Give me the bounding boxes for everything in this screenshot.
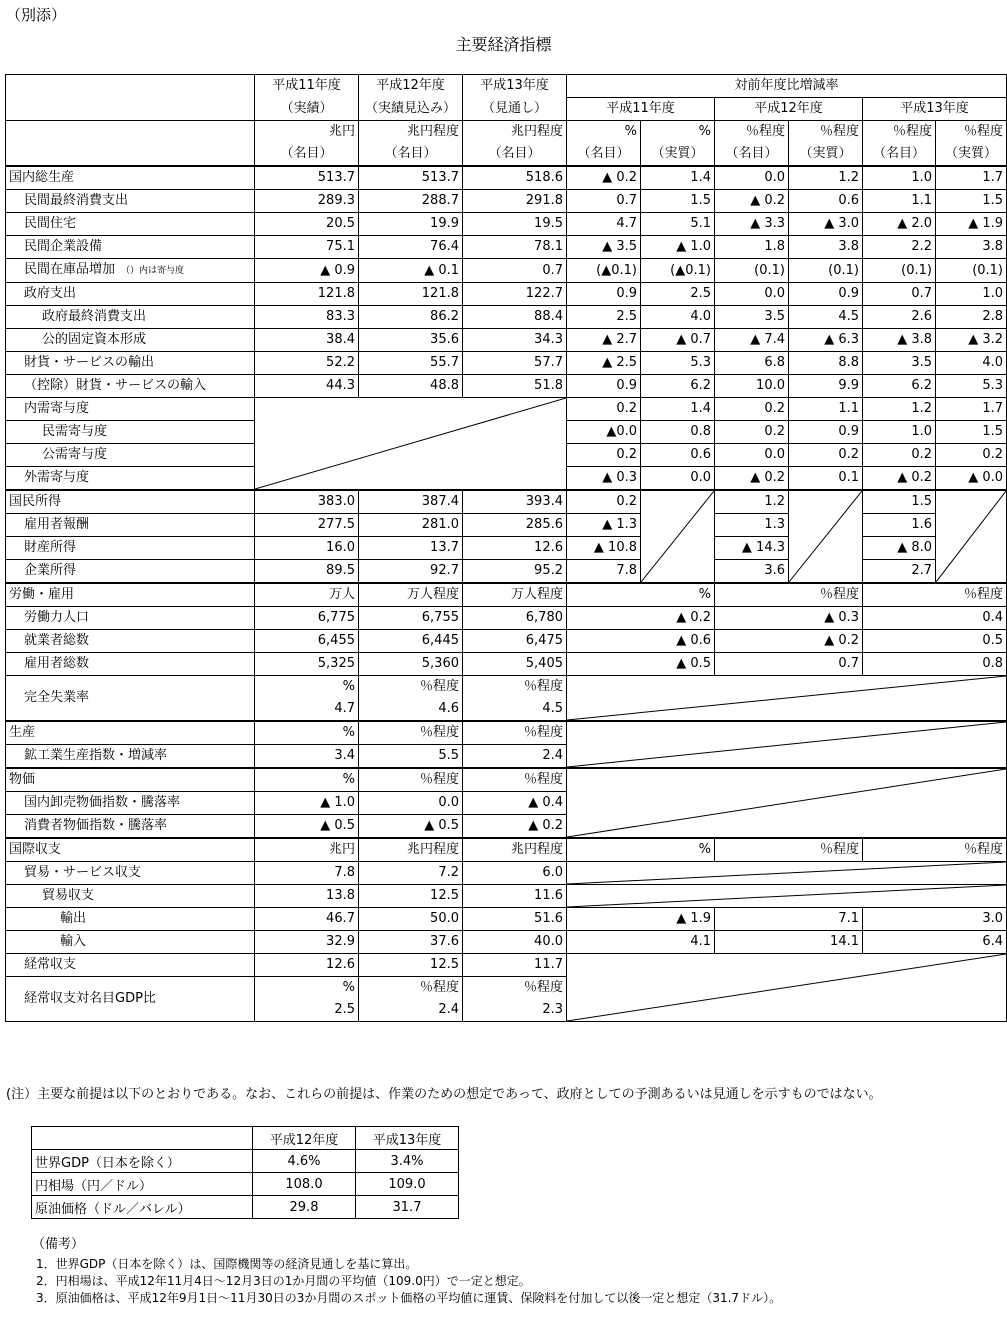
table-row: 雇用者報酬 277.5 281.0 285.6 ▲ 1.3 1.3 1.6 — [6, 514, 1007, 537]
list-item: 2．円相場は、平成12年11月4日～12月3日の1か月間の平均値（109.0円）で一定と想定。 — [36, 1274, 531, 1288]
footnote: (注）主要な前提は以下のとおりである。なお、これらの前提は、作業のための想定であって、政府としての予測あるいは見通しを示すものではない。 — [6, 1087, 882, 1102]
table-row: 国内卸売物価指数・騰落率 ▲ 1.0 0.0 ▲ 0.4 — [6, 792, 1007, 815]
table-row: 世界GDP（日本を除く） 4.6% 3.4% — [32, 1150, 459, 1173]
table-row: 物価 % ％程度 ％程度 — [6, 768, 1007, 792]
table-row: 民間最終消費支出 289.3 288.7 291.8 0.7 1.5 ▲ 0.2 0.6 1.1 1.5 — [6, 190, 1007, 213]
table-row: 生産 % ％程度 ％程度 — [6, 721, 1007, 745]
unit-row: 兆円 兆円程度 兆円程度 % % ％程度 ％程度 ％程度 ％程度 — [6, 121, 1007, 144]
economic-indicators-table — [5, 74, 1007, 1022]
table-row: 経常収支 12.6 12.5 11.7 — [6, 954, 1007, 977]
table-row: 消費者物価指数・騰落率 ▲ 0.5 ▲ 0.5 ▲ 0.2 — [6, 815, 1007, 839]
list-item: 1．世界GDP（日本を除く）は、国際機関等の経済見通しを基に算出。 — [36, 1257, 418, 1271]
table-row: 雇用者総数 5,325 5,360 5,405 ▲ 0.5 0.7 0.8 — [6, 653, 1007, 676]
table-row: 貿易収支 13.8 12.5 11.6 — [6, 885, 1007, 908]
table-row: 公的固定資本形成 38.4 35.6 34.3 ▲ 2.7 ▲ 0.7 ▲ 7.4 ▲ 6.3 ▲ 3.8 ▲ 3.2 — [6, 329, 1007, 352]
table-row: 政府最終消費支出 83.3 86.2 88.4 2.5 4.0 3.5 4.5 2.6 2.8 — [6, 306, 1007, 329]
table-row: 完全失業率 % ％程度 ％程度 — [6, 676, 1007, 699]
diagonal-blank-cell — [936, 490, 1007, 583]
table-row: 政府支出 121.8 121.8 122.7 0.9 2.5 0.0 0.9 0.7 1.0 — [6, 283, 1007, 306]
diagonal-blank-cell — [567, 862, 1007, 885]
table-row: 輸入 32.9 37.6 40.0 4.1 14.1 6.4 — [6, 931, 1007, 954]
table-row: 財貨・サービスの輸出 52.2 55.7 57.7 ▲ 2.5 5.3 6.8 8.8 3.5 4.0 — [6, 352, 1007, 375]
remarks-list — [36, 1256, 781, 1307]
table-row: 外需寄与度 ▲ 0.3 0.0 ▲ 0.2 0.1 ▲ 0.2 ▲ 0.0 — [6, 467, 1007, 491]
table-row: 財産所得 16.0 13.7 12.6 ▲ 10.8 ▲ 14.3 ▲ 8.0 — [6, 537, 1007, 560]
table-row: 内需寄与度 0.2 1.4 0.2 1.1 1.2 1.7 — [6, 398, 1007, 421]
table-row: （控除）財貨・サービスの輸入 44.3 48.8 51.8 0.9 6.2 10.0 9.9 6.2 5.3 — [6, 375, 1007, 398]
table-row: 円相場（円／ドル） 108.0 109.0 — [32, 1173, 459, 1196]
remarks-title: （備考） — [32, 1237, 85, 1252]
header-row-2: （実績） （実績見込み） （見通し） 平成11年度 平成12年度 平成13年度 — [6, 98, 1007, 121]
list-item: 3．原油価格は、平成12年9月1日～11月30日の3か月間のスポット価格の平均値に運賃、保険料を付加して以後一定と想定（31.7ドル）。 — [36, 1291, 782, 1305]
table-row: 公需寄与度 0.2 0.6 0.0 0.2 0.2 0.2 — [6, 444, 1007, 467]
table-row: 経常収支対名目GDP比 % ％程度 ％程度 — [6, 977, 1007, 1000]
contribution-note: （）内は寄与度 — [121, 266, 185, 276]
table-row: 平成12年度 平成13年度 — [32, 1127, 459, 1150]
diagonal-blank-cell — [567, 721, 1007, 768]
table-row: 民間在庫品増加 （）内は寄与度 ▲ 0.9 ▲ 0.1 0.7 (▲0.1) (▲0.1) (0.1) (0.1) (0.1) (0.1) — [6, 259, 1007, 283]
table-row: 国際収支 兆円 兆円程度 兆円程度 % ％程度 ％程度 — [6, 838, 1007, 862]
diagonal-blank-cell — [789, 490, 863, 583]
table-row: 原油価格（ドル／バレル） 29.8 31.7 — [32, 1196, 459, 1219]
diagonal-blank-cell — [567, 768, 1007, 838]
table-row: 2.5 2.4 2.3 — [6, 999, 1007, 1022]
diagonal-blank-cell — [567, 954, 1007, 1022]
table-row: 4.7 4.6 4.5 — [6, 698, 1007, 721]
table-row: 労働・雇用 万人 万人程度 万人程度 % ％程度 ％程度 — [6, 583, 1007, 607]
header-row-1: 平成11年度 平成12年度 平成13年度 対前年度比増減率 — [6, 75, 1007, 98]
table-row: 輸出 46.7 50.0 51.6 ▲ 1.9 7.1 3.0 — [6, 908, 1007, 931]
growth-header: 対前年度比増減率 — [567, 75, 1007, 98]
page-title: 主要経済指標 — [455, 35, 552, 54]
table-row: 貿易・サービス収支 7.8 7.2 6.0 — [6, 862, 1007, 885]
table-row: 国内総生産 513.7 513.7 518.6 ▲ 0.2 1.4 0.0 1.2 1.0 1.7 — [6, 166, 1007, 190]
diagonal-blank-cell — [567, 885, 1007, 908]
nominal-real-row: （名目） （名目） （名目） （名目） （実質） （名目） （実質） （名目） （実質） — [6, 143, 1007, 166]
table-row: 民間企業設備 75.1 76.4 78.1 ▲ 3.5 ▲ 1.0 1.8 3.8 2.2 3.8 — [6, 236, 1007, 259]
table-row: 企業所得 89.5 92.7 95.2 7.8 3.6 2.7 — [6, 560, 1007, 584]
diagonal-blank-cell — [255, 398, 567, 491]
table-row: 民需寄与度 ▲0.0 0.8 0.2 0.9 1.0 1.5 — [6, 421, 1007, 444]
attachment-label: （別添） — [6, 6, 67, 24]
diagonal-blank-cell — [641, 490, 715, 583]
table-row: 国民所得 383.0 387.4 393.4 0.2 1.2 1.5 — [6, 490, 1007, 514]
table-row: 就業者総数 6,455 6,445 6,475 ▲ 0.6 ▲ 0.2 0.5 — [6, 630, 1007, 653]
table-row: 鉱工業生産指数・増減率 3.4 5.5 2.4 — [6, 745, 1007, 769]
assumptions-table — [31, 1126, 459, 1219]
table-row: 労働力人口 6,775 6,755 6,780 ▲ 0.2 ▲ 0.3 0.4 — [6, 607, 1007, 630]
diagonal-blank-cell — [567, 676, 1007, 722]
table-row: 民間住宅 20.5 19.9 19.5 4.7 5.1 ▲ 3.3 ▲ 3.0 ▲ 2.0 ▲ 1.9 — [6, 213, 1007, 236]
